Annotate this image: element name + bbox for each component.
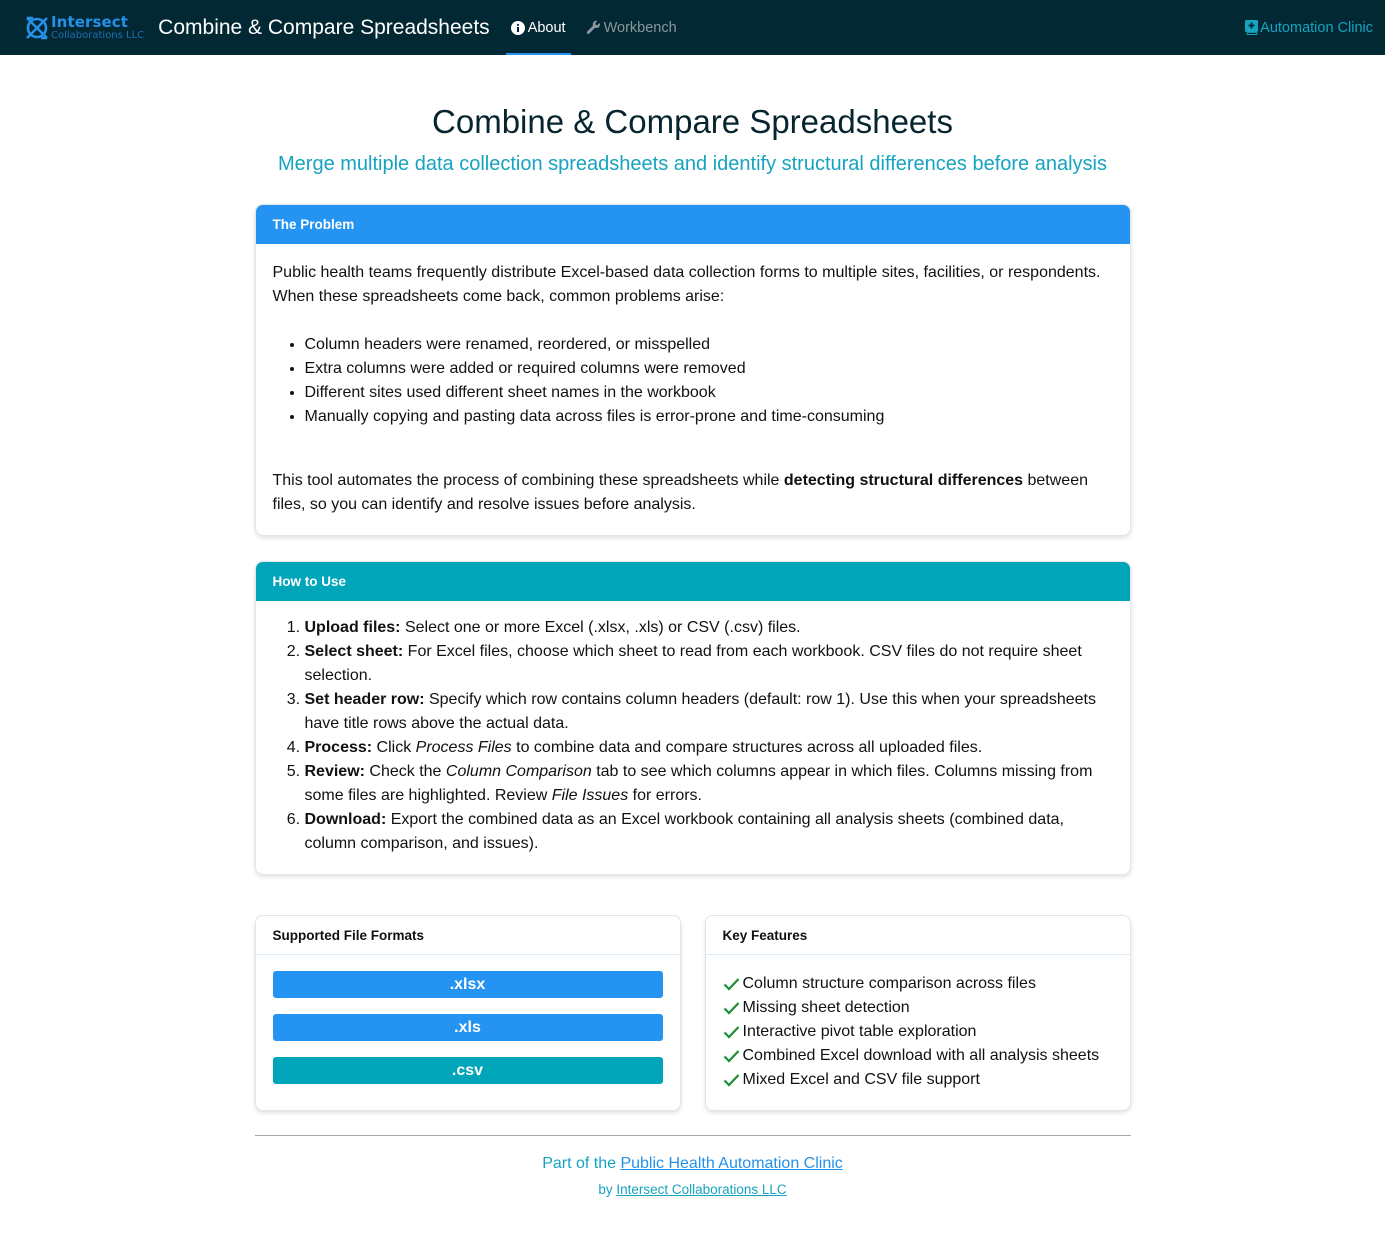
top-navbar	[0, 0, 1385, 55]
app-title: Combine & Compare Spreadsheets	[158, 15, 490, 39]
step-title: Process:	[304, 739, 373, 756]
list-item: • Different sites used different sheet names in the workbook	[305, 381, 1113, 405]
step-title: Upload files:	[304, 619, 401, 636]
format-badge-csv: .csv	[273, 1057, 663, 1084]
info-cards-row	[255, 915, 1131, 1111]
feature-item	[723, 1068, 1113, 1092]
page-title: Combine & Compare Spreadsheets	[432, 103, 953, 140]
checkmark-icon	[723, 1025, 740, 1039]
tab-workbench-label: Workbench	[603, 19, 677, 36]
wrench-icon	[586, 20, 601, 35]
page-subtitle: Merge multiple data collection spreadsheets and identify structural differences before analysis	[278, 153, 1107, 175]
step-text: to combine data and compare structures across all uploaded files.	[511, 739, 983, 756]
problem-card-body	[256, 244, 1130, 535]
book-medical-icon	[1245, 20, 1258, 35]
step-text: for errors.	[628, 787, 702, 804]
footer-line-2	[255, 1181, 1131, 1199]
checkmark-icon	[723, 1049, 740, 1063]
automation-clinic-link[interactable]	[1245, 20, 1373, 36]
key-features-header: Key Features	[706, 916, 1130, 955]
intersect-logo-icon	[24, 15, 50, 41]
format-badge-xlsx: .xlsx	[273, 971, 663, 998]
step-select-sheet	[305, 640, 1113, 688]
supported-formats-header: Supported File Formats	[256, 916, 680, 955]
feature-item	[723, 1020, 1113, 1044]
format-badge-xls: .xls	[273, 1014, 663, 1041]
automation-clinic-label: Automation Clinic	[1260, 19, 1373, 36]
supported-formats-card	[255, 915, 681, 1111]
footer-line-1	[255, 1154, 1131, 1174]
steps-list	[305, 616, 1113, 856]
step-text: tab to see which columns appear in which files. Columns missing from some files are highlighted. Review	[304, 763, 1093, 804]
step-review	[305, 760, 1113, 808]
problem-card-header: The Problem	[256, 205, 1130, 244]
main-content	[255, 55, 1131, 1239]
tab-about-label: About	[527, 19, 566, 36]
key-features-card	[705, 915, 1131, 1111]
footer-text: Part of the	[542, 1155, 621, 1172]
brand-name: Intersect	[51, 12, 129, 31]
step-title: Select sheet:	[304, 643, 404, 660]
tab-about[interactable]	[506, 0, 571, 55]
nav-tabs	[506, 0, 692, 55]
problem-list	[305, 333, 1113, 429]
feature-label: Mixed Excel and CSV file support	[742, 1071, 980, 1088]
step-text: Click	[372, 739, 416, 756]
public-health-automation-clinic-link[interactable]: Public Health Automation Clinic	[620, 1155, 843, 1172]
list-item: • Column headers were renamed, reordered, or misspelled	[305, 333, 1113, 357]
checkmark-icon	[723, 977, 740, 991]
checkmark-icon	[723, 1073, 740, 1087]
footer-text: by	[598, 1182, 617, 1197]
problem-closing-text: This tool automates the process of combining these spreadsheets while	[272, 472, 784, 489]
step-text: Specify which row contains column headers (default: row 1). Use this when your spreadsheets have title rows above the actual data.	[304, 691, 1096, 732]
step-process	[305, 736, 1113, 760]
step-text: For Excel files, choose which sheet to read from each workbook. CSV files do not require sheet selection.	[304, 643, 1082, 684]
step-text: Export the combined data as an Excel workbook containing all analysis sheets (combined data, column comparison, and issues).	[304, 811, 1064, 852]
info-circle-icon	[511, 21, 525, 35]
step-emphasis: Column Comparison	[445, 763, 592, 780]
feature-label: Combined Excel download with all analysis sheets	[742, 1047, 1100, 1064]
feature-label: Column structure comparison across files	[742, 975, 1036, 992]
tab-workbench[interactable]	[581, 0, 682, 55]
feature-item	[723, 1044, 1113, 1068]
step-emphasis: Process Files	[415, 739, 512, 756]
footer	[255, 1136, 1131, 1239]
list-item: • Extra columns were added or required columns were removed	[305, 357, 1113, 381]
step-download	[305, 808, 1113, 856]
feature-item	[723, 996, 1113, 1020]
brand-logo[interactable]	[24, 0, 144, 55]
feature-item	[723, 972, 1113, 996]
how-to-use-body	[256, 601, 1130, 874]
problem-closing-text: between files, so you can identify and resolve issues before analysis.	[272, 472, 1088, 513]
checkmark-icon	[723, 1001, 740, 1015]
step-set-header-row	[305, 688, 1113, 736]
brand-subtitle: Collaborations LLC	[51, 29, 145, 41]
key-features-body	[706, 955, 1130, 1110]
step-title: Set header row:	[304, 691, 425, 708]
problem-card	[255, 204, 1131, 536]
how-to-use-header: How to Use	[256, 562, 1130, 601]
problem-intro: Public health teams frequently distribute Excel-based data collection forms to multiple sites, facilities, or respondents. When these spreadsheets come back, common problems arise:	[272, 264, 1101, 305]
list-item: • Manually copying and pasting data across files is error-prone and time-consuming	[305, 405, 1113, 429]
feature-label: Interactive pivot table exploration	[742, 1023, 977, 1040]
step-emphasis: File Issues	[551, 787, 629, 804]
how-to-use-card	[255, 561, 1131, 875]
step-title: Download:	[304, 811, 387, 828]
step-upload	[305, 616, 1113, 640]
supported-formats-body	[256, 955, 680, 1104]
problem-closing-emphasis: detecting structural differences	[783, 472, 1024, 489]
problem-closing	[273, 469, 1113, 517]
step-text: Select one or more Excel (.xlsx, .xls) or CSV (.csv) files.	[400, 619, 801, 636]
step-text: Check the	[364, 763, 446, 780]
intersect-collaborations-link[interactable]: Intersect Collaborations LLC	[616, 1182, 787, 1197]
step-title: Review:	[304, 763, 365, 780]
feature-label: Missing sheet detection	[742, 999, 910, 1016]
